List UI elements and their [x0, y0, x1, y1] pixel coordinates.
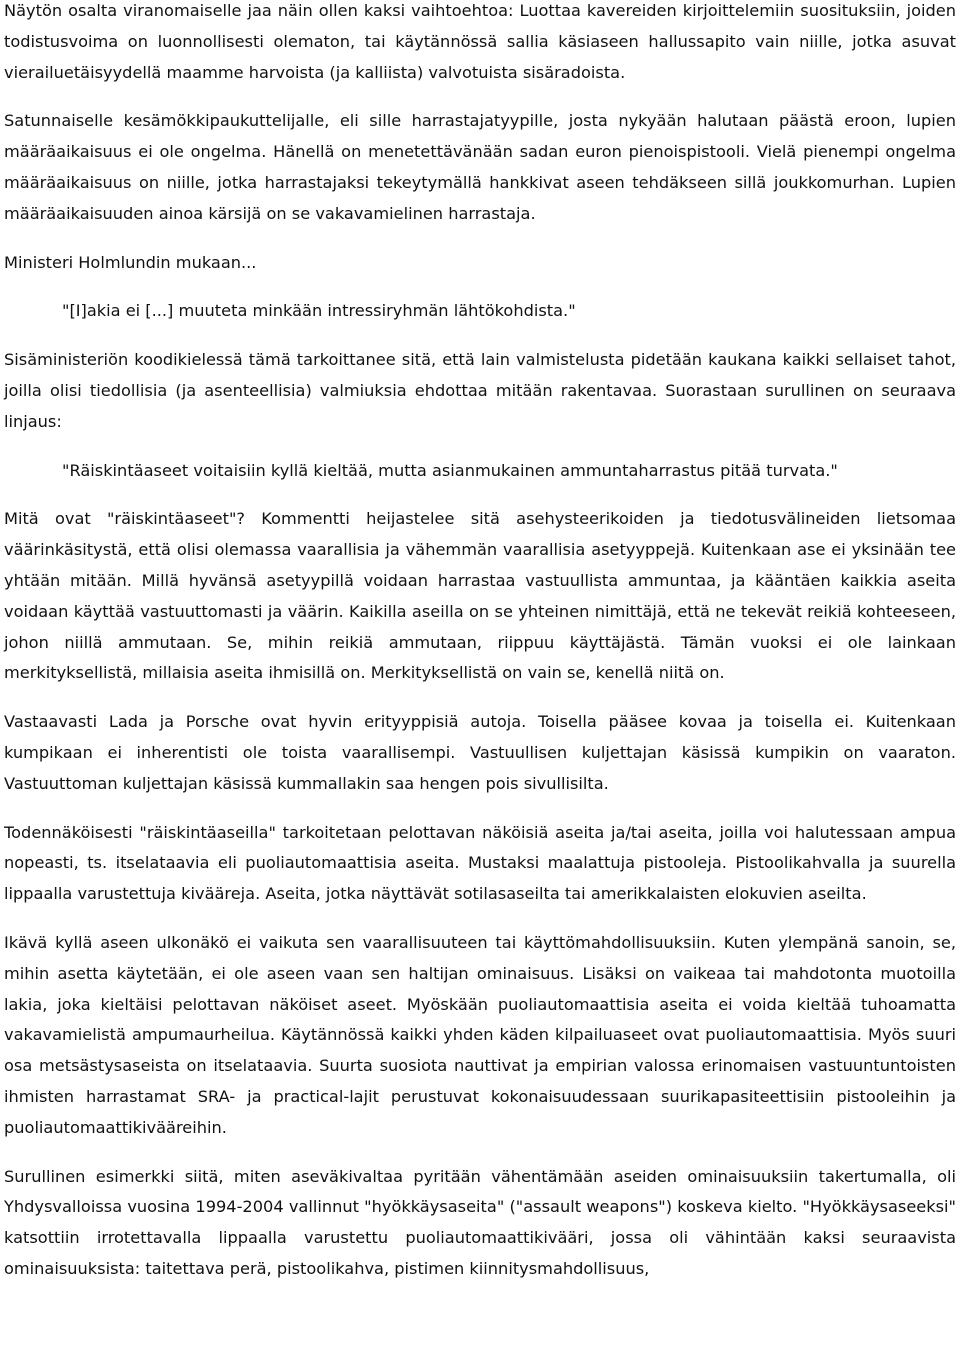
paragraph-us-ban: Surullinen esimerkki siitä, miten aseväkivaltaa pyritään vähentämään aseiden ominaisuuksiin takertumalla, oli Yhdysvalloissa vuosina 1994-2004 vallinnut "hyökkäysaseita" ("assault weapons") koskeva kielto. "Hyökkäysaseeksi" katsottiin irrotettavalla lippaalla varustettu puoliautomaattikivääri, jossa oli vähintään kaksi seuraavista ominaisuuksista: taitettava perä, pistoolikahva, pistimen kiinnitysmahdollisuus, [4, 1166, 956, 1278]
paragraph-scary-looking: Todennäköisesti "räiskintäaseilla" tarkoitetaan pelottavan näköisiä aseita ja/tai aseita, joilla voi halutessaan ampua nopeasti, ts. itselataavia eli puoliautomaattisia aseita. Mustaksi maalattuja pistooleja. Pistoolikahvalla ja suurella lippaalla varustettuja kivääreja. Aseita, jotka näyttävät sotilasaseilta tai amerikkalaisten elokuvien aseilta. [4, 822, 956, 904]
paragraph-appearance: Ikävä kyllä aseen ulkonäkö ei vaikuta sen vaarallisuuteen tai käyttömahdollisuuksiin. Kuten ylempänä sanoin, se, mihin asetta käytetään, ei ole aseen vaan sen haltijan ominaisuus. Lisäksi on vaikeaa tai mahdotonta muotoilla lakia, joka kieltäisi pelottavan näköiset aseet. Myöskään puoliautomaattisia aseita ei voida kieltää tuhoamatta vakavamielistä ampumaurheilua. Käytännössä kaikki yhden käden kilpailuaseet ovat puoliautomaattisia. Myös suuri osa metsästysaseista on itselataavia. Suurta suosiota nauttivat ja empirian valossa erinomaisen vastuuntuntoisten ihmisten harrastamat SRA- ja practical-lajit perustuvat kokonaisuudessaan suurikapasiteettisiin pistooleihin ja puoliautomaattikivääreihin. [4, 932, 956, 1137]
quote-spray-weapons: "Räiskintäaseet voitaisiin kyllä kieltää, mutta asianmukainen ammuntaharrastus pitää turvata." [62, 460, 838, 480]
quote-interest-groups: "[I]akia ei [...] muuteta minkään intressiryhmän lähtökohdista." [62, 301, 576, 321]
paragraph-weapon-types: Mitä ovat "räiskintäaseet"? Kommentti heijastelee sitä asehysteerikoiden ja tiedotusvälineiden lietsomaa väärinkäsitystä, että olisi olemassa vaarallisia ja vähemmän vaarallisia asetyyppejä. Kuitenkaan ase ei yksinään tee yhtään mitään. Millä hyvänsä asetyypillä voidaan harrastaa vastuullista ammuntaa, ja kääntäen kaikkia aseita voidaan käyttää vastuuttomasti ja väärin. Kaikilla aseilla on se yhteinen nimittäjä, että ne tekevät reikiä kohteeseen, johon niillä ammutaan. Se, mihin reikiä ammutaan, riippuu käyttäjästä. Tämän vuoksi ei ole lainkaan merkityksellistä, millaisia aseita ihmisillä on. Merkityksellistä on vain se, kenellä niitä on. [4, 509, 956, 683]
paragraph-casual-shooter: Satunnaiselle kesämökkipaukuttelijalle, eli sille harrastajatyypille, josta nykyään halutaan päästä eroon, lupien määräaikaisuus ei ole ongelma. Hänellä on menetettävänään sadan euron pienoispistooli. Vielä pienempi ongelma määräaikaisuus on niille, jotka harrastajaksi tekeytymällä hankkivat aseen tehdäkseen sillä joukkomurhan. Lupien määräaikaisuuden ainoa kärsijä on se vakavamielinen harrastaja. [4, 111, 956, 223]
paragraph-ministry-code: Sisäministeriön koodikielessä tämä tarkoittanee sitä, että lain valmistelusta pidetään kaukana kaikki sellaiset tahot, joilla olisi tiedollisia (ja asenteellisia) valmiuksia ehdottaa mitään rakentavaa. Suorastaan surullinen on seuraava linjaus: [4, 350, 956, 431]
document-page [4, 0, 956, 1285]
paragraph-evidence-options: Näytön osalta viranomaiselle jaa näin ollen kaksi vaihtoehtoa: Luottaa kavereiden kirjoittelemiin suosituksiin, joiden todistusvoima on luonnollisesti olematon, tai käytännössä sallia käsiaseen hallussapito vain niille, jotka asuvat vierailuetäisyydellä maamme harvoista (ja kalliista) valvotuista sisäradoista. [4, 1, 956, 82]
paragraph-minister-intro: Ministeri Holmlundin mukaan... [4, 252, 257, 272]
paragraph-car-analogy: Vastaavasti Lada ja Porsche ovat hyvin erityyppisiä autoja. Toisella pääsee kovaa ja toisella ei. Kuitenkaan kumpikaan ei inherentisti ole toista vaarallisempi. Vastuullisen kuljettajan käsissä kumpikin on vaaraton. Vastuuttoman kuljettajan käsissä kummallakin saa hengen pois sivullisilta. [4, 712, 956, 793]
